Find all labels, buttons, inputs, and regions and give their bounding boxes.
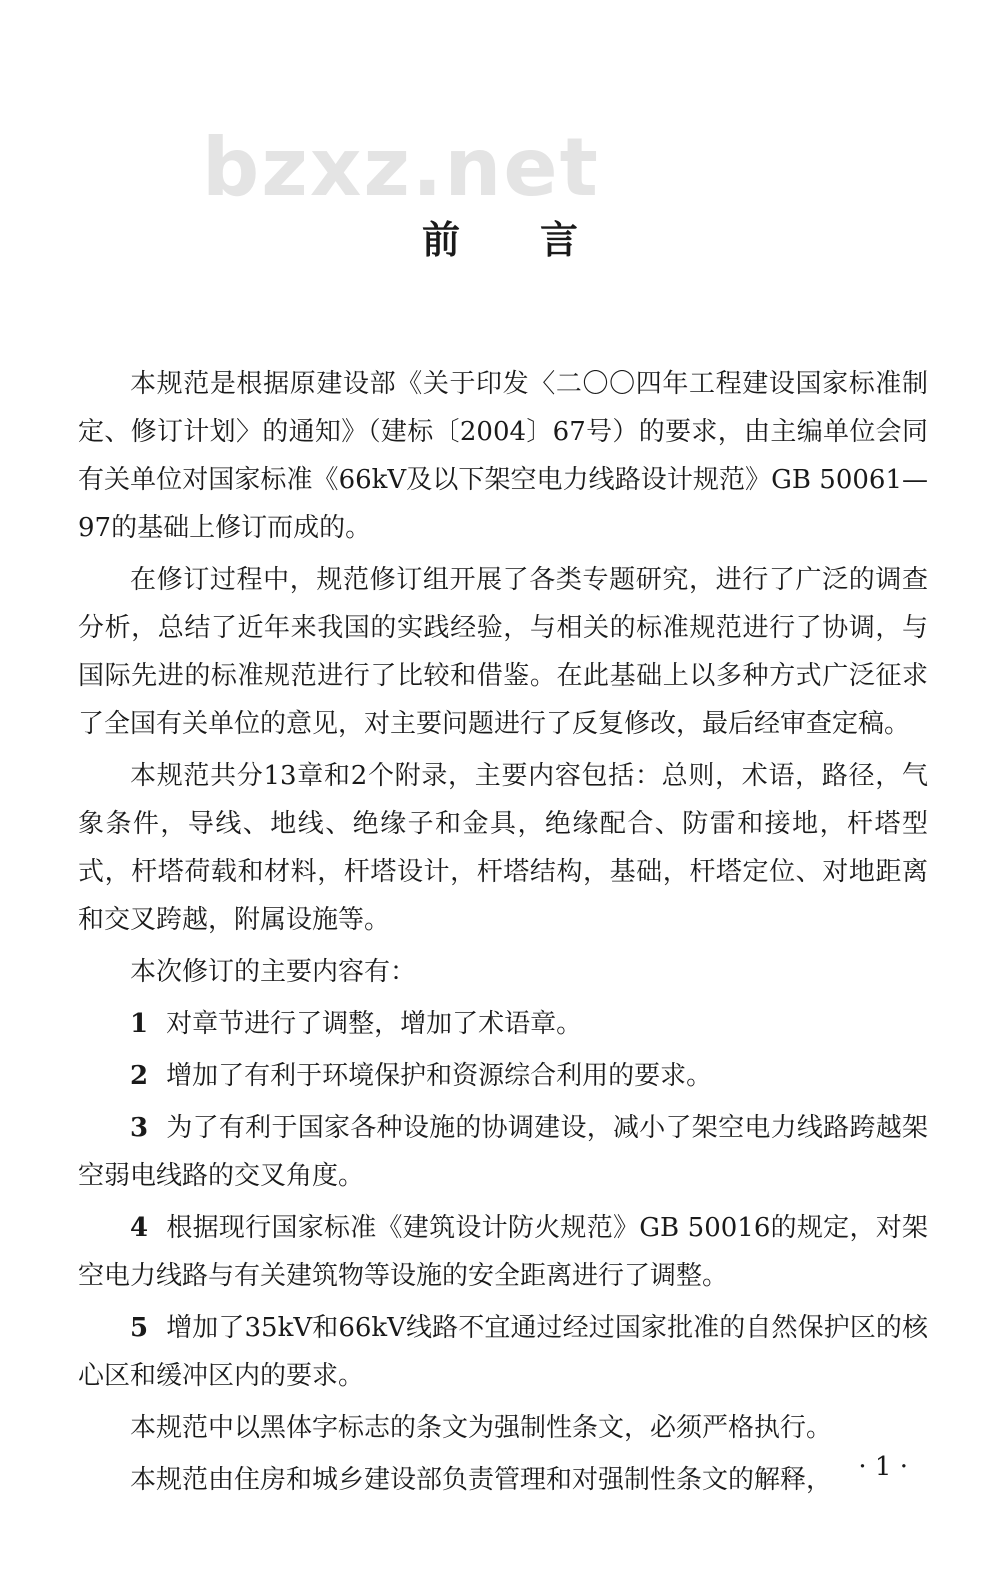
page-number: · 1 · (858, 1452, 908, 1482)
paragraph: 本规范是根据原建设部《关于印发〈二〇〇四年工程建设国家标准制定、修订计划〉的通知》（建标〔2004〕67号）的要求，由主编单位会同有关单位对国家标准《66kV及以下架空电力线路设计规范》GB 50061—97的基础上修订而成的。 (78, 369, 928, 543)
list-item-text: 对章节进行了调整，增加了术语章。 (166, 1009, 583, 1039)
paragraph: 在修订过程中，规范修订组开展了各类专题研究，进行了广泛的调查分析，总结了近年来我国的实践经验，与相关的标准规范进行了协调，与国际先进的标准规范进行了比较和借鉴。在此基础上以多种方式广泛征求了全国有关单位的意见，对主要问题进行了反复修改，最后经审查定稿。 (78, 565, 928, 739)
paragraph: 本规范由住房和城乡建设部负责管理和对强制性条文的解释， (130, 1465, 833, 1495)
body-text (78, 360, 928, 1508)
list-item-text: 为了有利于国家各种设施的协调建设，减小了架空电力线路跨越架空弱电线路的交叉角度。 (78, 1113, 928, 1191)
list-item-number: 4 (130, 1213, 149, 1243)
page-title: 前言 (421, 218, 658, 262)
list-item-number: 1 (130, 1009, 149, 1039)
paragraph: 本规范共分13章和2个附录，主要内容包括：总则，术语，路径，气象条件，导线、地线、绝缘子和金具，绝缘配合、防雷和接地，杆塔型式，杆塔荷载和材料，杆塔设计，杆塔结构，基础，杆塔定位、对地距离和交叉跨越，附属设施等。 (78, 761, 928, 935)
list-item-text: 增加了35kV和66kV线路不宜通过经过国家批准的自然保护区的核心区和缓冲区内的要求。 (78, 1313, 928, 1391)
watermark-text: bzxz.net (202, 121, 600, 214)
list-item (78, 1052, 928, 1100)
list-item (78, 1000, 928, 1048)
list-item (78, 1104, 928, 1200)
paragraph: 本次修订的主要内容有： (130, 957, 417, 987)
list-item-number: 5 (130, 1313, 149, 1343)
list-item (78, 1304, 928, 1400)
list-item-number: 3 (130, 1113, 149, 1143)
list-item-text: 增加了有利于环境保护和资源综合利用的要求。 (166, 1061, 713, 1091)
paragraph: 本规范中以黑体字标志的条文为强制性条文，必须严格执行。 (130, 1413, 833, 1443)
list-item-text: 根据现行国家标准《建筑设计防火规范》GB 50016的规定，对架空电力线路与有关建筑物等设施的安全距离进行了调整。 (78, 1213, 928, 1291)
list-item-number: 2 (130, 1061, 149, 1091)
list-item (78, 1204, 928, 1300)
